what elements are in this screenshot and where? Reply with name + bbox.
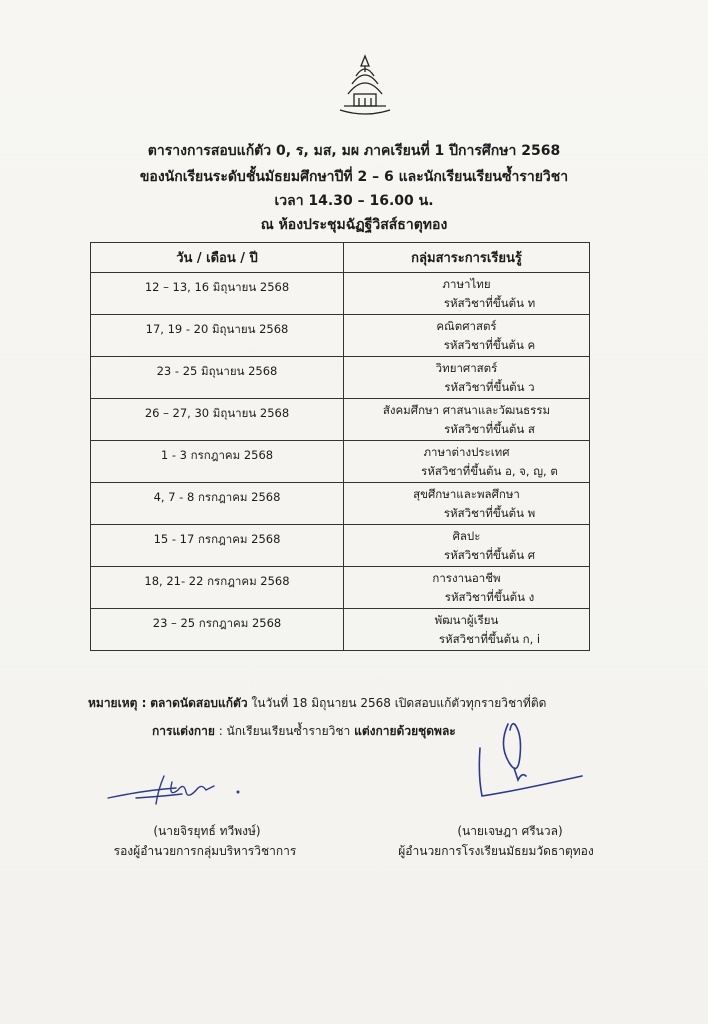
subject-code: รหัสวิชาที่ขึ้นต้น ส: [444, 422, 535, 436]
subject-cell: [344, 609, 590, 651]
remark-bold-text: ตลาดนัดสอบแก้ตัว: [150, 696, 248, 710]
date-cell: [91, 483, 344, 525]
remark-text: ในวันที่ 18 มิถุนายน 2568 เปิดสอบแก้ตัวทุกรายวิชาที่ติด: [247, 696, 547, 710]
subject-code: รหัสวิชาที่ขึ้นต้น ค: [443, 338, 536, 352]
table-row: [91, 525, 590, 567]
subject-cell: [344, 315, 590, 357]
dress-code-label: การแต่งกาย: [152, 724, 215, 738]
date-cell: [91, 567, 344, 609]
subject-code: รหัสวิชาที่ขึ้นต้น อ, จ, ญ, ต: [421, 464, 558, 478]
right-signer-name: (นายเจษฎา ศรีนวล): [457, 824, 563, 838]
subject-code: รหัสวิชาที่ขึ้นต้น พ: [443, 506, 536, 520]
school-seal-icon: [332, 52, 398, 122]
date-text: 4, 7 - 8 กรกฎาคม 2568: [153, 490, 281, 504]
subject-name: ภาษาต่างประเทศ: [423, 445, 510, 459]
table-row: [91, 567, 590, 609]
subject-name: วิทยาศาสตร์: [435, 361, 498, 375]
table-row: [91, 357, 590, 399]
date-text: 12 – 13, 16 มิถุนายน 2568: [144, 280, 290, 294]
date-cell: [91, 609, 344, 651]
dress-code-bold-text: แต่งกายด้วยชุดพละ: [354, 724, 456, 738]
subject-code: รหัสวิชาที่ขึ้นต้น ท: [443, 296, 536, 310]
title-line-1: ตารางการสอบแก้ตัว 0, ร, มส, มผ ภาคเรียนที่ 1 ปีการศึกษา 2568: [147, 143, 561, 159]
left-signature-icon: [106, 768, 256, 818]
date-cell: [91, 357, 344, 399]
subject-name: คณิตศาสตร์: [436, 319, 497, 333]
subject-cell: [344, 273, 590, 315]
subject-name: ภาษาไทย: [442, 277, 491, 291]
time-line: เวลา 14.30 – 16.00 น.: [274, 193, 434, 209]
remark-line: [88, 694, 546, 713]
dress-code-text: : นักเรียนเรียนซ้ำรายวิชา: [214, 724, 355, 738]
table-row: [91, 399, 590, 441]
date-cell: [91, 273, 344, 315]
subject-cell: [344, 399, 590, 441]
date-text: 15 - 17 กรกฎาคม 2568: [153, 532, 281, 546]
subject-name: การงานอาชีพ: [432, 571, 501, 585]
table-row: [91, 609, 590, 651]
date-cell: [91, 399, 344, 441]
table-row: [91, 483, 590, 525]
table-header-row: [91, 243, 590, 273]
subject-name: พัฒนาผู้เรียน: [434, 613, 499, 627]
date-cell: [91, 441, 344, 483]
subject-code: รหัสวิชาที่ขึ้นต้น ก, i: [438, 632, 541, 646]
left-signer-role: รองผู้อำนวยการกลุ่มบริหารวิชาการ: [113, 844, 297, 858]
left-signer-name: (นายจิรยุทธ์ ทวีพงษ์): [153, 824, 261, 838]
date-text: 18, 21- 22 กรกฎาคม 2568: [144, 574, 290, 588]
subject-code: รหัสวิชาที่ขึ้นต้น ง: [444, 590, 535, 604]
date-cell: [91, 525, 344, 567]
date-text: 1 - 3 กรกฎาคม 2568: [160, 448, 274, 462]
right-signature-icon: [470, 716, 590, 800]
table-row: [91, 441, 590, 483]
subject-cell: [344, 525, 590, 567]
column-header-subject: กลุ่มสาระการเรียนรู้: [344, 243, 590, 273]
table-row: [91, 315, 590, 357]
date-text: 17, 19 - 20 มิถุนายน 2568: [145, 322, 289, 336]
remark-label: หมายเหตุ :: [88, 696, 147, 710]
subject-cell: [344, 567, 590, 609]
subject-name: ศิลปะ: [452, 529, 481, 543]
subject-cell: [344, 483, 590, 525]
title-line-2: ของนักเรียนระดับชั้นมัธยมศึกษาปีที่ 2 – 6 และนักเรียนเรียนซ้ำรายวิชา: [139, 169, 569, 185]
location-line: ณ ห้องประชุมฉัฏฐีวิสส์ธาตุทอง: [260, 217, 448, 233]
date-text: 26 – 27, 30 มิถุนายน 2568: [144, 406, 290, 420]
dress-code-line: [152, 722, 456, 741]
date-cell: [91, 315, 344, 357]
subject-code: รหัสวิชาที่ขึ้นต้น ศ: [443, 548, 536, 562]
subject-name: สุขศึกษาและพลศึกษา: [413, 487, 520, 501]
subject-name: สังคมศึกษา ศาสนาและวัฒนธรรม: [382, 403, 551, 417]
right-signer-role: ผู้อำนวยการโรงเรียนมัธยมวัดธาตุทอง: [398, 844, 594, 858]
date-text: 23 – 25 กรกฎาคม 2568: [152, 616, 282, 630]
table-row: [91, 273, 590, 315]
subject-code: รหัสวิชาที่ขึ้นต้น ว: [444, 380, 535, 394]
column-header-date: วัน / เดือน / ปี: [91, 243, 344, 273]
subject-cell: [344, 441, 590, 483]
subject-cell: [344, 357, 590, 399]
exam-schedule-table: [90, 242, 590, 651]
date-text: 23 - 25 มิถุนายน 2568: [156, 364, 278, 378]
